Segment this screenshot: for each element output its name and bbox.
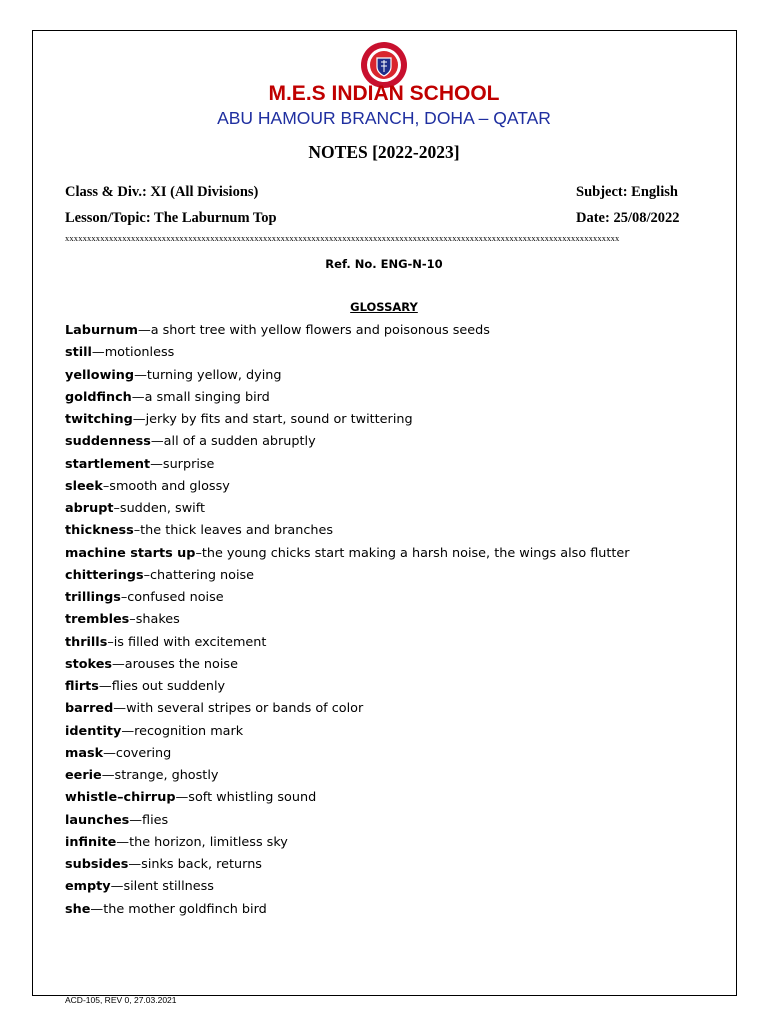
glossary-term: eerie	[65, 768, 102, 783]
glossary-definition: –the young chicks start making a harsh noise, the wings also flutter	[195, 545, 630, 561]
glossary-term: startlement	[65, 456, 151, 472]
glossary-definition: –smooth and glossy	[102, 478, 230, 494]
glossary-term: still	[65, 345, 92, 361]
glossary-entry	[65, 743, 725, 765]
glossary-entry	[65, 765, 725, 787]
glossary-term: thickness	[65, 523, 134, 539]
glossary-definition: —a small singing bird	[131, 389, 270, 405]
glossary-term: she	[65, 901, 91, 917]
glossary-entry	[65, 320, 725, 342]
school-name: M.E.S INDIAN SCHOOL	[268, 82, 500, 105]
glossary-definition: —recognition mark	[121, 723, 244, 739]
glossary-definition: —sinks back, returns	[128, 857, 262, 872]
glossary-entry	[65, 810, 725, 832]
glossary-definition: –chattering noise	[143, 567, 255, 583]
glossary-term: trembles	[65, 612, 130, 628]
glossary-term: launches	[65, 812, 130, 828]
glossary-entry	[65, 676, 725, 698]
glossary-definition: —strange, ghostly	[101, 768, 219, 783]
glossary-definition: —soft whistling sound	[175, 790, 317, 806]
separator-line: xxxxxxxxxxxxxxxxxxxxxxxxxxxxxxxxxxxxxxxxxxxxxxxxxxxxxxxxxxxxxxxxxxxxxxxxxxxxxxxxxxxxxxxxxxxxxxxxxxxxxxxxxxxxxxxxxxxxxxxxxxxxxx	[65, 233, 620, 243]
glossary-definition: —the horizon, limitless sky	[116, 834, 288, 850]
glossary-entry	[65, 431, 725, 453]
glossary-entry	[65, 565, 725, 587]
glossary-entry	[65, 520, 725, 542]
glossary-entry	[65, 454, 725, 476]
glossary-term: goldfinch	[65, 389, 132, 405]
glossary-entry	[65, 342, 725, 364]
glossary-definition: —motionless	[91, 345, 175, 361]
glossary-entry	[65, 609, 725, 631]
glossary-term: suddenness	[65, 434, 151, 450]
glossary-entry	[65, 387, 725, 409]
glossary-entry	[65, 899, 725, 921]
notes-title: NOTES [2022-2023]	[308, 142, 460, 162]
glossary-definition: —turning yellow, dying	[134, 367, 282, 383]
glossary-list	[65, 320, 725, 921]
glossary-definition: —a short tree with yellow flowers and poisonous seeds	[137, 323, 490, 338]
footer-revision: ACD-105, REV 0, 27.03.2021	[65, 995, 177, 1005]
glossary-term: whistle–chirrup	[65, 790, 176, 806]
glossary-definition: –confused noise	[120, 590, 224, 605]
glossary-term: stokes	[65, 656, 112, 672]
glossary-term: sleek	[65, 478, 103, 494]
glossary-definition: –shakes	[129, 612, 180, 628]
glossary-term: chitterings	[65, 567, 144, 583]
glossary-entry	[65, 698, 725, 720]
glossary-term: yellowing	[65, 367, 135, 383]
glossary-entry	[65, 632, 725, 654]
glossary-entry	[65, 787, 725, 809]
glossary-entry	[65, 721, 725, 743]
glossary-definition: –is filled with excitement	[107, 634, 267, 650]
glossary-definition: —flies out suddenly	[98, 679, 226, 694]
glossary-term: identity	[65, 723, 122, 739]
glossary-definition: —silent stillness	[110, 879, 214, 895]
glossary-entry	[65, 654, 725, 676]
glossary-entry	[65, 854, 725, 876]
glossary-term: twitching	[65, 412, 133, 427]
branch-name: ABU HAMOUR BRANCH, DOHA – QATAR	[217, 108, 551, 128]
glossary-definition: –the thick leaves and branches	[133, 523, 334, 539]
glossary-term: abrupt	[65, 501, 114, 516]
glossary-definition: —covering	[103, 745, 172, 761]
glossary-definition: —arouses the noise	[112, 656, 238, 672]
glossary-definition: –sudden, swift	[113, 501, 206, 516]
glossary-term: thrills	[65, 634, 108, 650]
glossary-term: trillings	[65, 590, 121, 605]
glossary-term: subsides	[65, 857, 129, 872]
subject: Subject: English	[576, 184, 678, 200]
glossary-title: GLOSSARY	[350, 300, 418, 314]
glossary-term: barred	[65, 701, 114, 717]
glossary-definition: —all of a sudden abruptly	[150, 434, 316, 450]
glossary-term: machine starts up	[65, 545, 196, 561]
glossary-entry	[65, 498, 725, 520]
lesson-topic: Lesson/Topic: The Laburnum Top	[65, 210, 277, 226]
glossary-definition: —flies	[129, 812, 169, 828]
glossary-term: infinite	[65, 834, 117, 850]
glossary-entry	[65, 587, 725, 609]
glossary-entry	[65, 876, 725, 898]
glossary-definition: —jerky by fits and start, sound or twittering	[132, 412, 413, 427]
date: Date: 25/08/2022	[576, 210, 680, 226]
glossary-definition: —surprise	[150, 456, 215, 472]
glossary-definition: —the mother goldfinch bird	[90, 901, 267, 917]
glossary-entry	[65, 365, 725, 387]
glossary-term: empty	[65, 879, 111, 895]
glossary-definition: —with several stripes or bands of color	[113, 701, 364, 717]
glossary-entry	[65, 476, 725, 498]
glossary-entry	[65, 832, 725, 854]
glossary-term: flirts	[65, 679, 99, 694]
glossary-entry	[65, 543, 725, 565]
glossary-term: Laburnum	[65, 323, 138, 338]
glossary-term: mask	[65, 745, 104, 761]
reference-number: Ref. No. ENG-N-10	[325, 257, 443, 271]
class-division: Class & Div.: XI (All Divisions)	[65, 184, 259, 200]
glossary-entry	[65, 409, 725, 431]
